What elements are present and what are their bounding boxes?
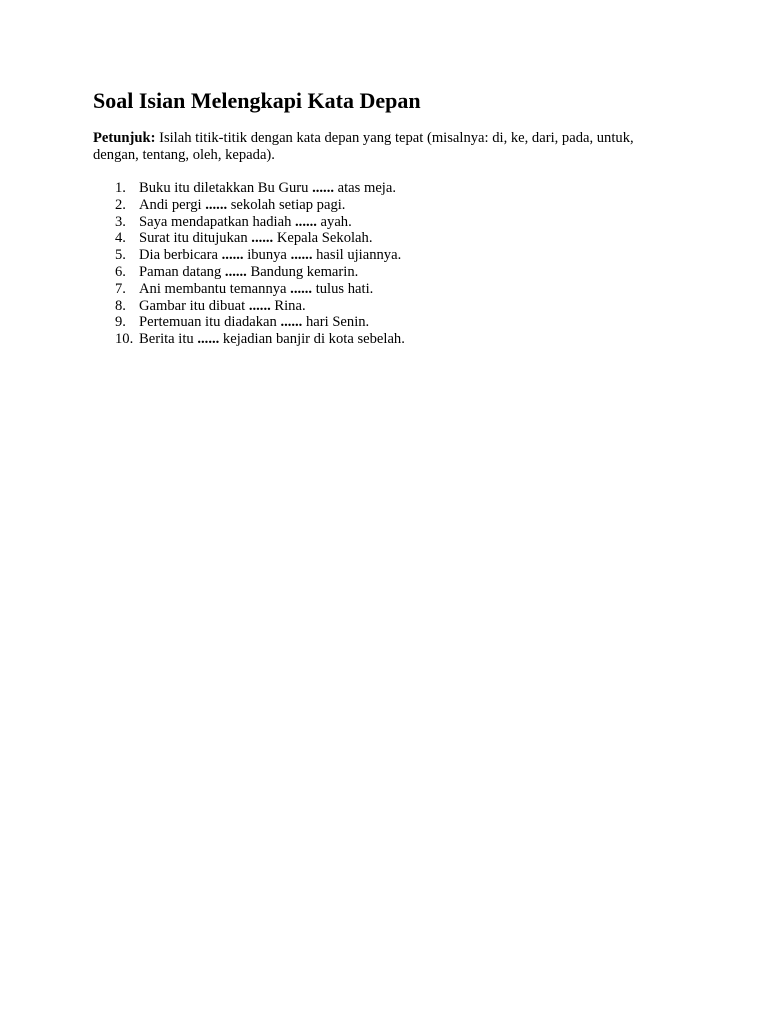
question-number: 4. xyxy=(115,230,126,247)
question-text xyxy=(139,298,676,315)
blank-field: ...... xyxy=(280,314,303,331)
question-text xyxy=(139,247,676,264)
instructions-text: Isilah titik-titik dengan kata depan yang tepat (misalnya: di, ke, dari, pada, untuk, dengan, tentang, oleh, kepada). xyxy=(93,130,634,163)
question-segment: hasil ujiannya. xyxy=(312,247,402,264)
question-text xyxy=(139,180,676,197)
question-segment: ibunya xyxy=(243,247,291,264)
question-item xyxy=(93,230,676,247)
blank-field: ...... xyxy=(251,230,274,247)
question-segment: Surat itu ditujukan xyxy=(139,230,252,247)
question-segment: kejadian banjir di kota sebelah. xyxy=(219,331,405,348)
question-number: 10. xyxy=(115,331,134,348)
question-number: 1. xyxy=(115,180,126,196)
blank-field: ...... xyxy=(197,331,220,348)
blank-field: ...... xyxy=(224,263,247,280)
question-text xyxy=(139,230,676,247)
question-segment: Buku itu diletakkan Bu Guru xyxy=(139,180,313,196)
question-number: 5. xyxy=(115,247,126,264)
question-number: 8. xyxy=(115,297,126,314)
question-text xyxy=(139,264,676,281)
blank-field: ...... xyxy=(221,247,244,264)
blank-field: ...... xyxy=(312,180,334,196)
question-number: 2. xyxy=(115,196,126,213)
question-item xyxy=(93,247,676,264)
question-segment: Andi pergi xyxy=(139,196,206,213)
question-segment: Bandung kemarin. xyxy=(246,263,359,280)
question-segment: Gambar itu dibuat xyxy=(139,297,249,314)
question-item xyxy=(93,197,676,214)
question-item xyxy=(93,298,676,315)
question-text xyxy=(139,314,676,331)
question-number: 6. xyxy=(115,263,126,280)
question-item xyxy=(93,180,676,197)
question-text xyxy=(139,214,676,231)
question-segment: Rina. xyxy=(270,297,306,314)
question-item xyxy=(93,314,676,331)
instructions-label: Petunjuk: xyxy=(93,130,156,146)
question-segment: ayah. xyxy=(316,213,352,230)
question-number: 7. xyxy=(115,280,126,297)
question-segment: Paman datang xyxy=(139,263,225,280)
question-item xyxy=(93,281,676,298)
question-segment: hari Senin. xyxy=(302,314,370,331)
question-segment: Saya mendapatkan hadiah xyxy=(139,213,296,230)
question-segment: sekolah setiap pagi. xyxy=(227,196,346,213)
document-title: Soal Isian Melengkapi Kata Depan xyxy=(93,88,421,113)
blank-field: ...... xyxy=(205,196,228,213)
question-item xyxy=(93,331,676,348)
question-text xyxy=(139,281,676,298)
blank-field: ...... xyxy=(290,280,313,297)
question-list xyxy=(93,180,676,348)
question-item xyxy=(93,214,676,231)
blank-field: ...... xyxy=(295,213,317,230)
question-segment: atas meja. xyxy=(333,180,396,196)
question-item xyxy=(93,264,676,281)
question-number: 3. xyxy=(115,213,126,230)
blank-field: ...... xyxy=(290,247,313,264)
instructions xyxy=(93,130,676,164)
question-text xyxy=(139,331,676,348)
question-segment: Ani membantu temannya xyxy=(139,280,291,297)
question-segment: Pertemuan itu diadakan xyxy=(139,314,281,331)
question-text xyxy=(139,197,676,214)
question-segment: Dia berbicara xyxy=(139,247,222,264)
blank-field: ...... xyxy=(248,297,271,314)
question-segment: Berita itu xyxy=(139,331,198,348)
question-segment: tulus hati. xyxy=(312,280,374,297)
question-number: 9. xyxy=(115,314,126,331)
question-segment: Kepala Sekolah. xyxy=(273,230,373,247)
